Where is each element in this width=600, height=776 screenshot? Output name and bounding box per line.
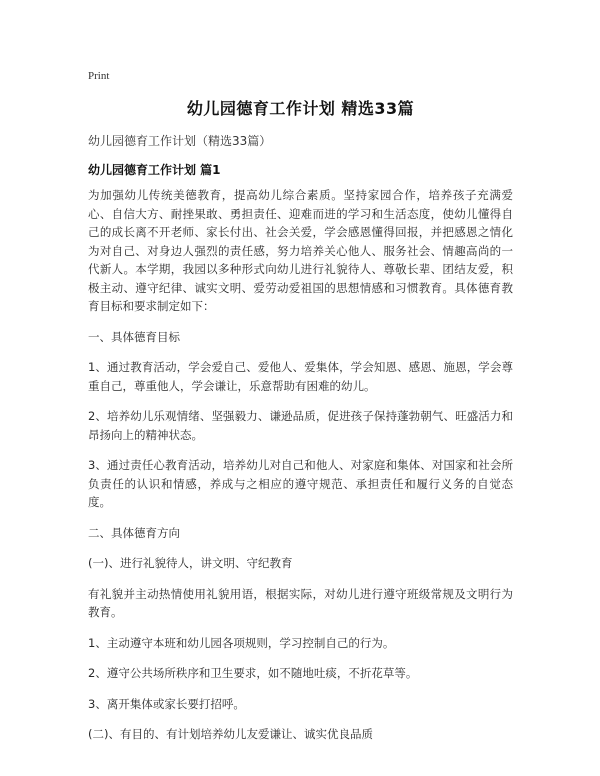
goal-item-3: 3、通过责任心教育活动，培养幼儿对自己和他人、对家庭和集体、对国家和社会所负责任的认识和情感，养成与之相应的遵守规范、承担责任和履行义务的自觉态度。 [88, 458, 513, 509]
goal-item-2: 2、培养幼儿乐观情绪、坚强毅力、谦逊品质，促进孩子保持蓬勃朝气、旺盛活力和昂扬向上的精神状态。 [88, 409, 513, 442]
section-heading: 幼儿园德育工作计划 篇1 [88, 163, 221, 177]
intro-paragraph: 为加强幼儿传统美德教育，提高幼儿综合素质。坚持家园合作，培养孩子充满爱心、自信大方、耐挫果敢、勇担责任、迎难而进的学习和生活态度，使幼儿懂得自己的成长离不开老师、家长付出、社会关爱，学会感恩懂得回报，并把感恩之情化为对自己、对身边人强烈的责任感，努力培养关心他人、服务社会、情趣高尚的一代新人。本学期，我园以多种形式向幼儿进行礼貌待人、尊敬长辈、团结友爱，积极主动、遵守纪律、诚实文明、爱劳动爱祖国的思想情感和习惯教育。具体德育教育目标和要求制定如下： [88, 188, 513, 313]
direction-item-3: 3、离开集体或家长要打招呼。 [88, 696, 245, 711]
heading-goals: 一、具体德育目标 [88, 329, 180, 344]
direction-paragraph: 有礼貌并主动热情使用礼貌用语，根据实际，对幼儿进行遵守班级常规及文明行为教育。 [88, 586, 513, 619]
direction-item-1: 1、主动遵守本班和幼儿园各项规则，学习控制自己的行为。 [88, 635, 395, 650]
goal-item-1: 1、通过教育活动，学会爱自己、爱他人、爱集体，学会知恩、感恩、施恩，学会尊重自己，尊重他人，学会谦让，乐意帮助有困难的幼儿。 [88, 360, 513, 393]
heading-directions: 二、具体德育方向 [88, 525, 180, 540]
document-body [88, 186, 513, 756]
direction-subheading-2: (二)、有目的、有计划培养幼儿友爱谦让、诚实优良品质 [88, 727, 373, 741]
direction-subheading-1: (一)、进行礼貌待人，讲文明、守纪教育 [88, 556, 293, 570]
document-subtitle: 幼儿园德育工作计划（精选33篇） [88, 134, 272, 148]
direction-item-2: 2、遵守公共场所秩序和卫生要求，如不随地吐痰，不折花草等。 [88, 666, 418, 680]
document-title: 幼儿园德育工作计划 精选33篇 [186, 99, 415, 118]
print-label: Print [88, 70, 110, 82]
